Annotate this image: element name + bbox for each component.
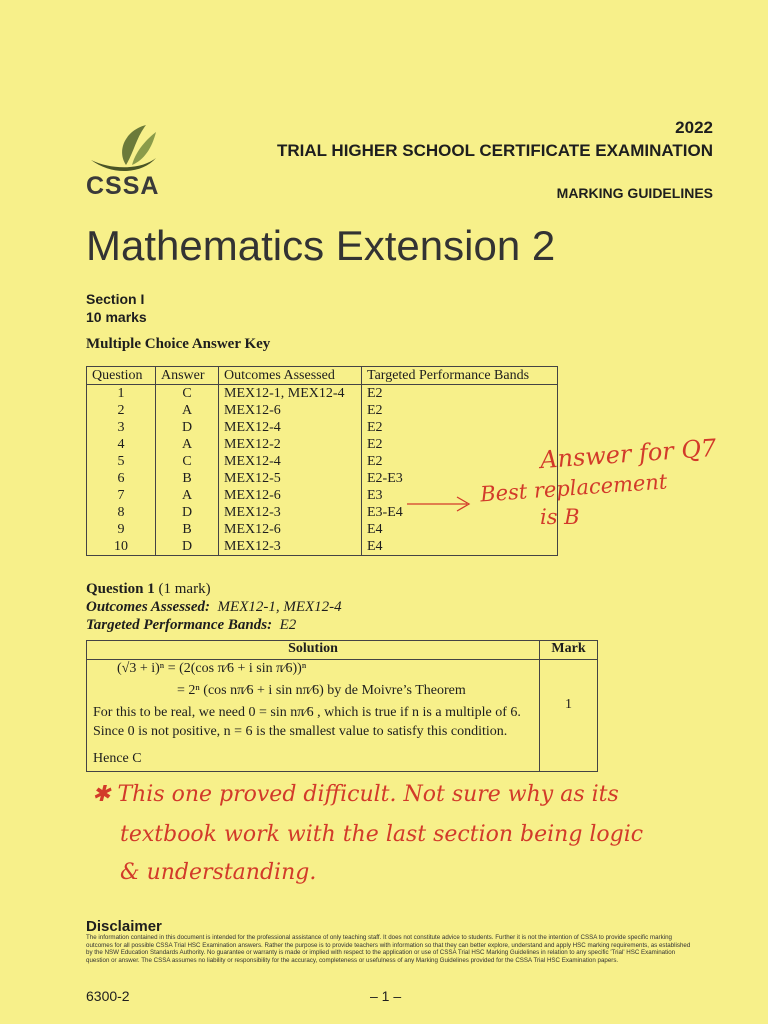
cell-outcomes: MEX12-2 xyxy=(219,436,362,453)
cell-band: E3 xyxy=(362,487,558,504)
q7-note-line2: Best replacement xyxy=(479,469,668,507)
solution-line-3: For this to be real, we need 0 = sin nπ⁄6 , which is true if n is a multiple of 6. xyxy=(93,705,521,720)
cell-outcomes: MEX12-4 xyxy=(219,453,362,470)
col-bands: Targeted Performance Bands xyxy=(362,367,558,385)
outcomes-label: Outcomes Assessed: xyxy=(86,599,211,615)
disclaimer-text: The information contained in this document is intended for the professional assistance of only teaching staff. It does not constitute advice to students. Further it is not the intention of CSSA to provide specific marking outcomes for all possible CSSA Trial HSC Examination answers. Rather the purpose is to provide teachers with information so that they can better explore, understand and apply HSC marking requirements, as established by the NSW Education Standards Authority. No guarantee or warranty is made or implied with respect to the application or use of CSSA Trial HSC Marking Guidelines in relation to any specific 'Trial' HSC Examination question or answer. The CSSA assumes no liability or responsibility for the accuracy, completeness or usefulness of any Marking Guidelines provided for the CSSA Trial HSC Examination papers. xyxy=(86,934,691,964)
column-divider xyxy=(539,659,540,771)
section-name: Section I xyxy=(86,291,145,307)
cell-band: E2 xyxy=(362,385,558,403)
table-row xyxy=(87,385,558,403)
mark-header: Mark xyxy=(540,641,597,660)
cell-question: 6 xyxy=(87,470,156,487)
solution-table xyxy=(86,640,598,772)
table-row xyxy=(87,504,558,521)
cell-outcomes: MEX12-6 xyxy=(219,487,362,504)
table-row xyxy=(87,436,558,453)
cell-answer: D xyxy=(156,504,219,521)
cell-band: E2 xyxy=(362,436,558,453)
cell-question: 4 xyxy=(87,436,156,453)
cell-question: 2 xyxy=(87,402,156,419)
table-row xyxy=(87,521,558,538)
solution-line-2: = 2ⁿ (cos nπ⁄6 + i sin nπ⁄6) by de Moivre’s Theorem xyxy=(177,683,466,698)
cell-band: E2 xyxy=(362,453,558,470)
col-answer: Answer xyxy=(156,367,219,385)
cell-question: 7 xyxy=(87,487,156,504)
q7-note-line3: is B xyxy=(540,505,580,529)
cell-outcomes: MEX12-3 xyxy=(219,538,362,556)
cell-band: E2-E3 xyxy=(362,470,558,487)
cell-answer: B xyxy=(156,521,219,538)
handwritten-arrow-icon xyxy=(405,494,475,514)
cell-answer: A xyxy=(156,402,219,419)
cell-answer: D xyxy=(156,538,219,556)
exam-year: 2022 xyxy=(675,118,713,137)
comment-line-3: & understanding. xyxy=(120,860,317,885)
cell-answer: D xyxy=(156,419,219,436)
col-question: Question xyxy=(87,367,156,385)
question1-block xyxy=(86,580,342,634)
cell-band: E3-E4 xyxy=(362,504,558,521)
table-row xyxy=(87,402,558,419)
cell-band: E4 xyxy=(362,521,558,538)
cell-answer: C xyxy=(156,385,219,403)
cell-outcomes: MEX12-6 xyxy=(219,521,362,538)
table-row xyxy=(87,419,558,436)
mc-key-heading: Multiple Choice Answer Key xyxy=(86,336,271,352)
solution-line-5: Hence C xyxy=(93,751,142,766)
comment-line-2: textbook work with the last section being logic xyxy=(120,822,644,847)
page-title: Mathematics Extension 2 xyxy=(86,222,556,269)
question1-marks: (1 mark) xyxy=(158,581,211,597)
cell-outcomes: MEX12-3 xyxy=(219,504,362,521)
cell-outcomes: MEX12-5 xyxy=(219,470,362,487)
cell-answer: B xyxy=(156,470,219,487)
table-header-row xyxy=(87,367,558,385)
cell-question: 5 xyxy=(87,453,156,470)
col-outcomes: Outcomes Assessed xyxy=(219,367,362,385)
section-marks: 10 marks xyxy=(86,309,147,325)
page-number: – 1 – xyxy=(370,988,402,1004)
solution-line-4: Since 0 is not positive, n = 6 is the smallest value to satisfy this condition. xyxy=(93,724,508,739)
cell-outcomes: MEX12-4 xyxy=(219,419,362,436)
solution-header: Solution xyxy=(87,641,540,660)
comment-line-1: ✱ This one proved difficult. Not sure why as its xyxy=(92,782,619,807)
cell-question: 8 xyxy=(87,504,156,521)
cell-band: E4 xyxy=(362,538,558,556)
bands-value: E2 xyxy=(279,617,297,633)
cell-question: 9 xyxy=(87,521,156,538)
exam-title: TRIAL HIGHER SCHOOL CERTIFICATE EXAMINATION xyxy=(276,141,713,160)
section-heading xyxy=(86,290,147,326)
cell-band: E2 xyxy=(362,419,558,436)
cell-outcomes: MEX12-1, MEX12-4 xyxy=(219,385,362,403)
q7-note-line1: Answer for Q7 xyxy=(539,433,718,475)
comment-text-1: This one proved difficult. Not sure why as its xyxy=(117,782,619,807)
table-row xyxy=(87,538,558,556)
cell-question: 1 xyxy=(87,385,156,403)
disclaimer-heading: Disclaimer xyxy=(86,918,162,935)
question1-title: Question 1 xyxy=(86,581,155,597)
marking-guidelines-label: MARKING GUIDELINES xyxy=(556,185,713,201)
bands-label: Targeted Performance Bands: xyxy=(86,617,273,633)
answer-key-table xyxy=(86,366,558,556)
cell-answer: A xyxy=(156,487,219,504)
paper-code: 6300-2 xyxy=(86,988,130,1004)
mark-value: 1 xyxy=(565,697,572,712)
cell-answer: A xyxy=(156,436,219,453)
cell-question: 10 xyxy=(87,538,156,556)
cell-outcomes: MEX12-6 xyxy=(219,402,362,419)
logo-text: CSSA xyxy=(86,172,160,200)
outcomes-value: MEX12-1, MEX12-4 xyxy=(217,599,342,615)
cell-question: 3 xyxy=(87,419,156,436)
cell-answer: C xyxy=(156,453,219,470)
cell-band: E2 xyxy=(362,402,558,419)
solution-line-1: (√3 + i)ⁿ = (2(cos π⁄6 + i sin π⁄6))ⁿ xyxy=(117,661,307,676)
table-row xyxy=(87,453,558,470)
